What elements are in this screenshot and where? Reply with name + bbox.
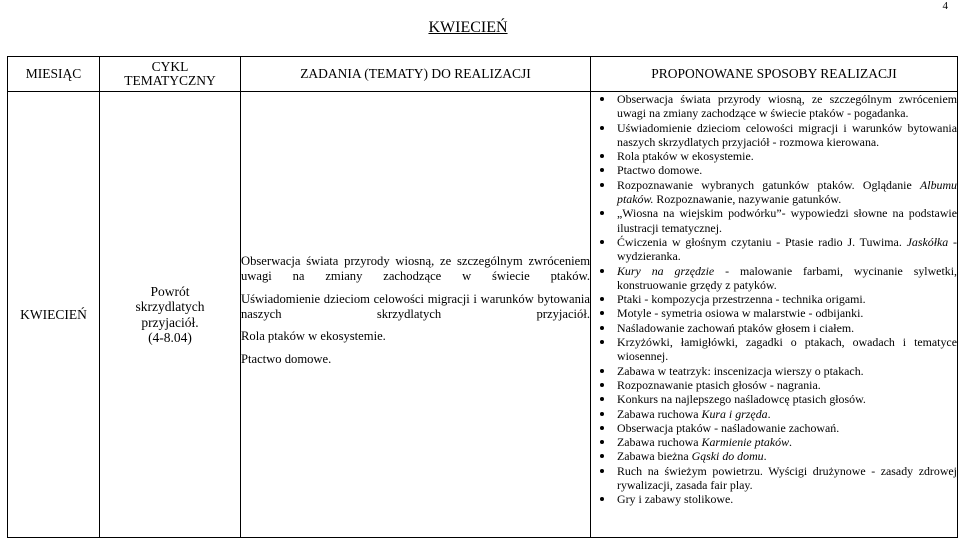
task-text: Ptactwo domowe. bbox=[241, 352, 332, 367]
cycle-line: Powrót bbox=[150, 284, 190, 300]
list-item-text: - malowanie farbami, wycinanie sylwetki, konstruowanie grzędy z patyków. bbox=[617, 263, 957, 292]
list-item-text: . bbox=[789, 435, 793, 450]
cycle-line: skrzydlatych bbox=[135, 299, 205, 315]
list-item: Gry i zabawy stolikowe. bbox=[591, 492, 957, 506]
list-item bbox=[591, 178, 957, 207]
task-text: Obserwacja świata przyrody wiosną, ze szczególnym zwróceniem uwagi na zmiany zachodzące w świecie ptaków. bbox=[241, 253, 590, 283]
list-item-title: Kura i grzęda bbox=[701, 406, 768, 421]
list-item: Obserwacja świata przyrody wiosną, ze szczególnym zwróceniem uwagi na zmiany zachodzące w świecie ptaków - pogadanka. bbox=[591, 92, 957, 121]
header-cycle-line1: CYKL bbox=[151, 58, 189, 74]
list-item: Ptactwo domowe. bbox=[591, 163, 957, 177]
list-item: Ptaki - kompozycja przestrzenna - technika origami. bbox=[591, 292, 957, 306]
list-item-title: Albumu ptaków. bbox=[617, 177, 957, 207]
list-item bbox=[591, 264, 957, 293]
header-row bbox=[8, 57, 958, 92]
list-item: Rola ptaków w ekosystemie. bbox=[591, 149, 957, 163]
list-item-title: Karmienie ptaków bbox=[701, 435, 790, 450]
list-item bbox=[591, 235, 957, 264]
list-item-text: Zabawa bieżna bbox=[617, 449, 692, 464]
list-item-text: - wydzieranka. bbox=[617, 234, 957, 264]
page-number: 4 bbox=[942, 0, 948, 12]
list-item-text: . bbox=[767, 406, 771, 421]
list-item-text: Rozpoznawanie wybranych gatunków ptaków. Oglądanie bbox=[617, 177, 920, 192]
list-item: Motyle - symetria osiowa w malarstwie - odbijanki. bbox=[591, 306, 957, 320]
list-item-text: Zabawa ruchowa bbox=[617, 406, 702, 421]
table-row bbox=[8, 92, 958, 538]
list-item-text: Ćwiczenia w głośnym czytaniu - Ptasie radio J. Tuwima. bbox=[617, 234, 907, 249]
list-item: Uświadomienie dzieciom celowości migracji i warunków bytowania naszych skrzydlatych przyjaciół - rozmowa kierowana. bbox=[591, 121, 957, 150]
list-item: Krzyżówki, łamigłówki, zagadki o ptakach, owadach i tematyce wiosennej. bbox=[591, 335, 957, 364]
task-text: Uświadomienie dzieciom celowości migracji i warunków bytowania naszych skrzydlatych przyjaciół. bbox=[241, 291, 590, 321]
month-cell: KWIECIEŃ bbox=[8, 92, 100, 538]
list-item bbox=[591, 435, 957, 449]
list-item: Zabawa w teatrzyk: inscenizacja wierszy o ptakach. bbox=[591, 364, 957, 378]
methods-cell bbox=[591, 92, 958, 538]
list-item bbox=[591, 407, 957, 421]
list-item-text: . bbox=[763, 449, 767, 464]
tasks-cell bbox=[241, 92, 591, 538]
list-item bbox=[591, 449, 957, 463]
header-month: MIESIĄC bbox=[8, 57, 100, 92]
methods-list bbox=[591, 92, 957, 507]
list-item: Rozpoznawanie ptasich głosów - nagrania. bbox=[591, 378, 957, 392]
list-item-title: Kury na grzędzie bbox=[617, 263, 715, 278]
header-tasks: ZADANIA (TEMATY) DO REALIZACJI bbox=[241, 57, 591, 92]
header-cycle bbox=[100, 57, 241, 92]
list-item: Konkurs na najlepszego naśladowcę ptasich głosów. bbox=[591, 392, 957, 406]
list-item-title: Jaskółka bbox=[906, 234, 949, 249]
cycle-line: przyjaciół. bbox=[141, 314, 199, 330]
plan-table bbox=[7, 56, 958, 538]
cycle-line: (4-8.04) bbox=[148, 329, 192, 345]
list-item-title: Gąski do domu bbox=[691, 449, 764, 464]
header-cycle-line2: TEMATYCZNY bbox=[124, 73, 216, 88]
page-title: KWIECIEŃ bbox=[428, 19, 508, 36]
list-item: Naśladowanie zachowań ptaków głosem i ciałem. bbox=[591, 321, 957, 335]
header-methods: PROPONOWANE SPOSOBY REALIZACJI bbox=[591, 57, 958, 92]
list-item: Obserwacja ptaków - naśladowanie zachowań. bbox=[591, 421, 957, 435]
cycle-cell bbox=[100, 92, 241, 538]
task-text: Rola ptaków w ekosystemie. bbox=[241, 329, 386, 344]
list-item: „Wiosna na wiejskim podwórku”- wypowiedzi słowne na podstawie ilustracji tematycznej. bbox=[591, 206, 957, 235]
list-item-text: Zabawa ruchowa bbox=[617, 435, 702, 450]
list-item: Ruch na świeżym powietrzu. Wyścigi drużynowe - zasady zdrowej rywalizacji, zasada fair play. bbox=[591, 464, 957, 493]
list-item-text: Rozpoznawanie, nazywanie gatunków. bbox=[653, 192, 842, 207]
